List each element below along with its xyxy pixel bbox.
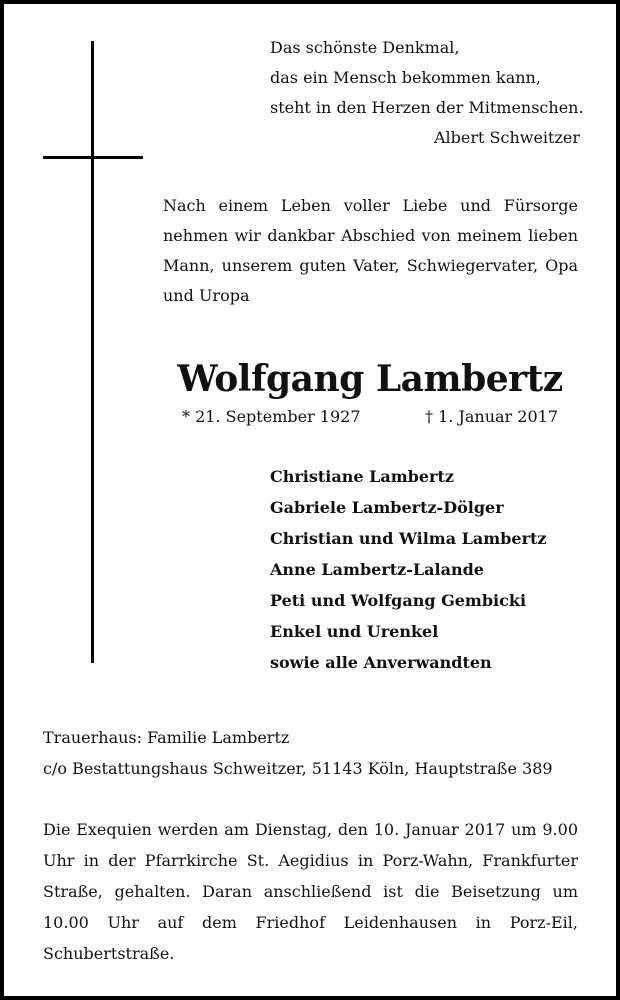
mourner-entry: Peti und Wolfgang Gembicki: [270, 591, 527, 610]
mourner-entry: Gabriele Lambertz-Dölger: [270, 498, 504, 517]
mourner-entry: Enkel und Urenkel: [270, 622, 439, 641]
cross-horizontal-bar: [43, 156, 143, 159]
mourner-entry: sowie alle Anverwandten: [270, 653, 492, 672]
mourner-entry: Christian und Wilma Lambertz: [270, 529, 547, 548]
quote-line: das ein Mensch bekommen kann,: [270, 68, 541, 87]
quote-line: steht in den Herzen der Mitmenschen.: [270, 98, 584, 117]
service-paragraph: Die Exequien werden am Dienstag, den 10. Januar 2017 um 9.00 Uhr in der Pfarrkirche St. Aegidius in Porz-Wahn, Frankfurter Straße, gehalten. Daran anschließend ist die Beisetzung um 10.00 Uhr auf dem Friedhof Leidenhausen in Porz-Eil, Schubertstraße.: [43, 820, 578, 963]
quote-author: Albert Schweitzer: [433, 128, 580, 147]
mourning-house-address: [43, 722, 553, 784]
mourning-house-line: Trauerhaus: Familie Lambertz: [43, 728, 290, 747]
cross-vertical-bar: [91, 41, 94, 663]
mourner-entry: Christiane Lambertz: [270, 467, 454, 486]
quote-block: [270, 33, 584, 153]
mourning-house-line: c/o Bestattungshaus Schweitzer, 51143 Köln, Hauptstraße 389: [43, 759, 553, 778]
intro-paragraph: Nach einem Leben voller Liebe und Fürsorge nehmen wir dankbar Abschied von meinem lieben Mann, unserem guten Vater, Schwiegervater, Opa und Uropa: [163, 196, 578, 305]
mourner-entry: Anne Lambertz-Lalande: [270, 560, 484, 579]
birth-date: * 21. September 1927: [182, 407, 361, 426]
quote-line: Das schönste Denkmal,: [270, 38, 460, 57]
deceased-name: Wolfgang Lambertz: [177, 358, 563, 400]
mourners-list: [270, 461, 546, 678]
death-date: † 1. Januar 2017: [425, 407, 558, 426]
